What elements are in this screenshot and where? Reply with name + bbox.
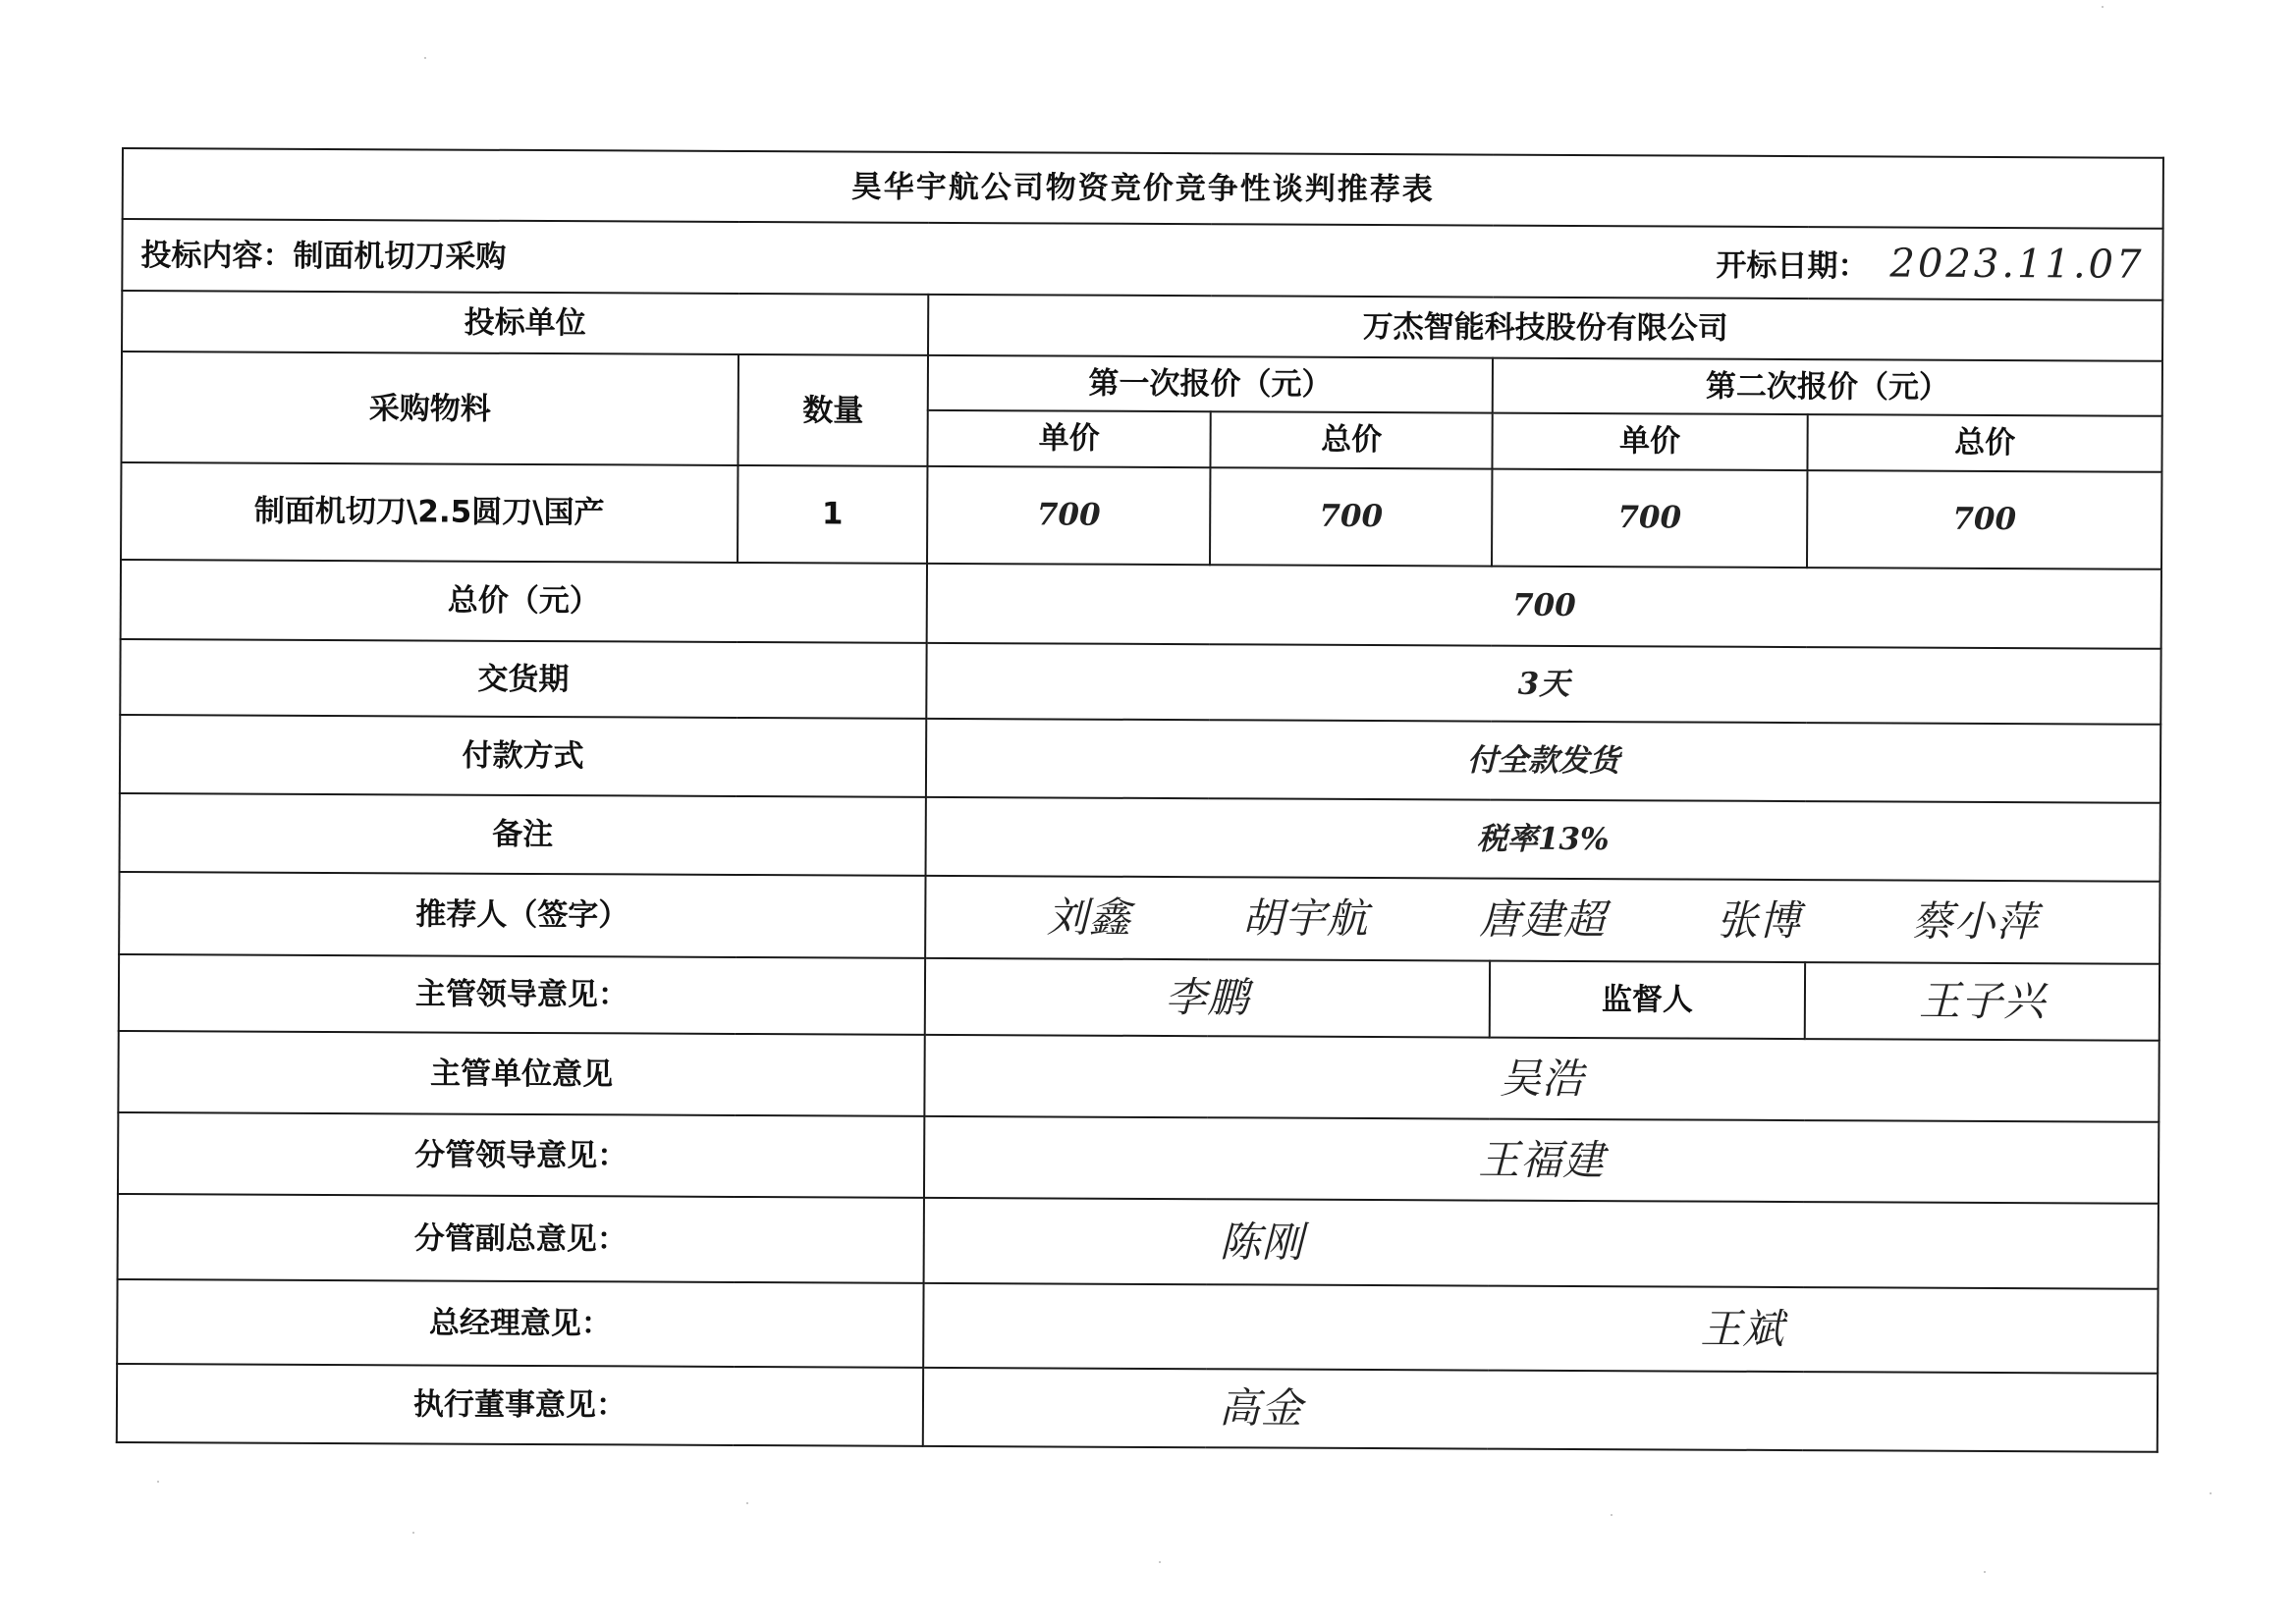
signature-recommender-5: 蔡小萍 <box>1911 896 2039 947</box>
gm-opinion-label: 总经理意见： <box>117 1279 923 1368</box>
signature-exec-director: 高金 <box>1218 1383 1304 1433</box>
second-total-price-label: 总价 <box>1807 414 2161 472</box>
branch-leader-opinion-label: 分管领导意见： <box>118 1112 924 1198</box>
signature-recommender-2: 胡宇航 <box>1241 893 1369 944</box>
item-first-total-price: 700 <box>1210 467 1492 566</box>
second-quote-label: 第二次报价（元） <box>1493 358 2162 416</box>
recommender-label: 推荐人（签字） <box>119 872 925 957</box>
exec-director-opinion-label: 执行董事意见： <box>117 1364 923 1445</box>
first-quote-label: 第一次报价（元） <box>928 355 1493 412</box>
signature-recommender-4: 张博 <box>1716 895 1802 946</box>
item-material: 制面机切刀\2.5圆刀\国产 <box>121 462 738 563</box>
bid-content: 投标内容：制面机切刀采购 <box>140 237 507 275</box>
unit-opinion-label: 主管单位意见 <box>118 1031 924 1115</box>
first-total-price-label: 总价 <box>1210 411 1492 469</box>
form-title: 昊华宇航公司物资竞价竞争性谈判推荐表 <box>123 148 2163 229</box>
exec-director-opinion-value <box>923 1368 2158 1452</box>
signature-recommender-3: 唐建超 <box>1479 894 1607 945</box>
second-unit-price-label: 单价 <box>1492 412 1807 470</box>
leader-opinion-value <box>925 958 1490 1038</box>
delivery-value: 3天 <box>926 643 2160 725</box>
delivery-label: 交货期 <box>120 639 926 719</box>
supervisor-value <box>1805 962 2159 1041</box>
total-label: 总价（元） <box>121 560 927 643</box>
form-info-row <box>122 219 2162 299</box>
item-second-unit-price: 700 <box>1492 469 1807 568</box>
total-value: 700 <box>927 563 2161 648</box>
material-label: 采购物料 <box>121 352 738 465</box>
supervisor-label: 监督人 <box>1490 960 1805 1039</box>
quantity-label: 数量 <box>738 354 928 466</box>
bidder-label: 投标单位 <box>122 291 928 355</box>
item-quantity: 1 <box>738 465 927 564</box>
signature-supervisor: 王子兴 <box>1918 976 2047 1026</box>
bidder-value: 万杰智能科技股份有限公司 <box>928 295 2162 361</box>
signature-unit-opinion: 吴浩 <box>1499 1054 1585 1103</box>
open-date: 开标日期： 2023.11.07 <box>1716 241 2145 288</box>
bid-recommendation-table <box>116 147 2164 1453</box>
deputy-gm-opinion-label: 分管副总意见： <box>118 1194 924 1282</box>
deputy-gm-opinion-value <box>924 1198 2159 1288</box>
signature-branch-leader: 王福建 <box>1478 1135 1606 1184</box>
leader-opinion-label: 主管领导意见： <box>119 954 925 1035</box>
payment-value: 付全款发货 <box>926 719 2160 802</box>
recommender-signatures <box>925 876 2159 963</box>
item-second-total-price: 700 <box>1807 470 2162 568</box>
signature-general-manager: 王斌 <box>1700 1304 1785 1354</box>
remarks-value: 税率13% <box>926 797 2160 882</box>
payment-label: 付款方式 <box>120 715 926 796</box>
branch-leader-opinion-value <box>924 1116 2159 1204</box>
first-unit-price-label: 单价 <box>927 409 1210 467</box>
remarks-label: 备注 <box>120 793 926 876</box>
open-date-value: 2023.11.07 <box>1889 241 2145 288</box>
signature-leader: 李鹏 <box>1165 973 1250 1022</box>
unit-opinion-value <box>924 1035 2159 1121</box>
signature-deputy-gm: 陈刚 <box>1219 1217 1304 1267</box>
signature-recommender-1: 刘鑫 <box>1046 893 1132 942</box>
gm-opinion-value <box>923 1283 2158 1374</box>
item-first-unit-price: 700 <box>927 466 1210 565</box>
